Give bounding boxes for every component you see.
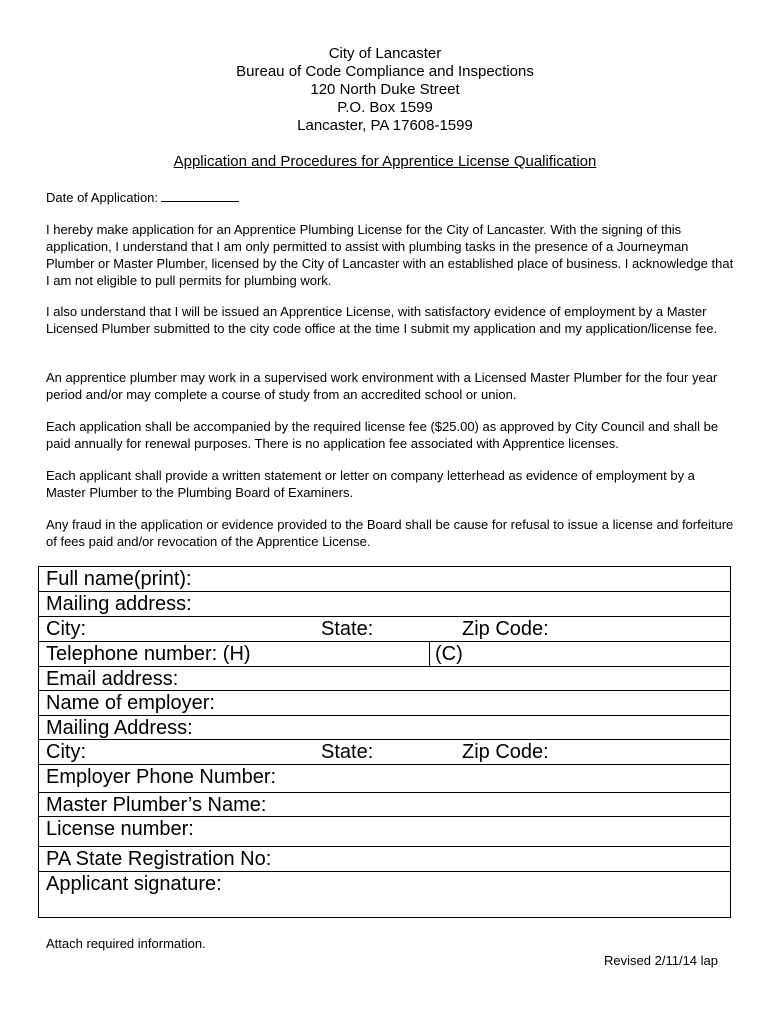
mailing-address-field[interactable]: Mailing address: (39, 592, 730, 617)
employer-mailing-field[interactable]: Mailing Address: (39, 716, 730, 740)
master-plumber-name-field[interactable]: Master Plumber’s Name: (39, 793, 730, 817)
letterhead-line: P.O. Box 1599 (337, 99, 433, 116)
paragraph: Any fraud in the application or evidence provided to the Board shall be cause for refusal to issue a license and forfeiture of fees paid and/or revocation of the Apprentice License. (46, 517, 734, 549)
employer-zip-label: Zip Code: (462, 741, 549, 763)
telephone-home-label: Telephone number: (H) (46, 643, 251, 665)
letterhead-line: 120 North Duke Street (310, 81, 460, 98)
city-state-zip-row[interactable] (39, 617, 730, 642)
letterhead-line: Bureau of Code Compliance and Inspections (236, 63, 534, 80)
employer-city-state-zip-row[interactable] (39, 740, 730, 765)
license-number-field[interactable]: License number: (39, 817, 730, 847)
employer-name-field[interactable]: Name of employer: (39, 691, 730, 716)
document-title: Application and Procedures for Apprentice License Qualification (173, 153, 597, 170)
paragraph: Each application shall be accompanied by the required license fee ($25.00) as approved by City Council and shall be paid annually for renewal purposes. There is no application fee associated with Apprentice licenses. (46, 419, 719, 451)
employer-phone-field[interactable]: Employer Phone Number: (39, 765, 730, 793)
letterhead (0, 45, 770, 135)
application-form (38, 566, 731, 918)
pa-registration-field[interactable]: PA State Registration No: (39, 847, 730, 872)
date-of-application (46, 189, 239, 205)
revision-note: Revised 2/11/14 lap (604, 953, 718, 968)
paragraph: I hereby make application for an Apprentice Plumbing License for the City of Lancaster. With the signing of this application, I understand that I am only permitted to assist with plumbing tasks in the presence of a Journeyman Plumber or Master Plumber, licensed by the City of Lancaster with an established place of business. I acknowledge that I am not eligible to pull permits for plumbing work. (46, 222, 734, 288)
date-label: Date of Application: (46, 190, 159, 205)
employer-city-label: City: (46, 741, 86, 763)
full-name-field[interactable]: Full name(print): (39, 567, 730, 592)
paragraph: I also understand that I will be issued an Apprentice License, with satisfactory evidence of employment by a Master Licensed Plumber submitted to the city code office at the time I submit my application and my application/license fee. (46, 304, 718, 336)
state-label: State: (321, 618, 374, 640)
telephone-row[interactable] (39, 642, 730, 667)
email-field[interactable]: Email address: (39, 667, 730, 691)
telephone-cell-label[interactable]: (C) (429, 642, 463, 666)
paragraph: An apprentice plumber may work in a supervised work environment with a Licensed Master Plumber for the four year period and/or may complete a course of study from an accredited school or union. (46, 370, 718, 402)
applicant-signature-field[interactable]: Applicant signature: (46, 873, 222, 895)
attach-note: Attach required information. (46, 936, 206, 951)
date-blank-field[interactable] (161, 189, 239, 202)
letterhead-line: Lancaster, PA 17608-1599 (297, 117, 473, 134)
zip-label: Zip Code: (462, 618, 549, 640)
employer-state-label: State: (321, 741, 374, 763)
letterhead-line: City of Lancaster (328, 45, 442, 62)
paragraph: Each applicant shall provide a written statement or letter on company letterhead as evidence of employment by a Master Plumber to the Plumbing Board of Examiners. (46, 468, 695, 500)
city-label: City: (46, 618, 86, 640)
